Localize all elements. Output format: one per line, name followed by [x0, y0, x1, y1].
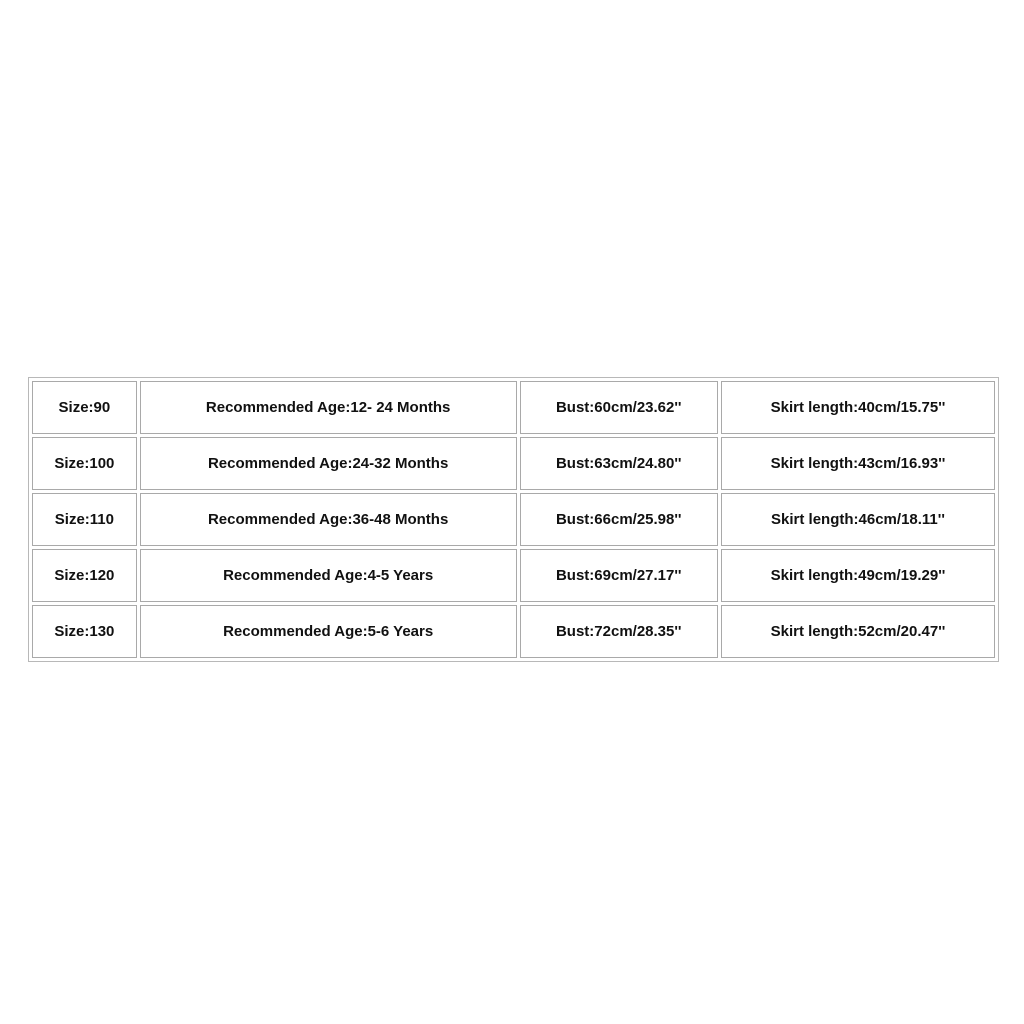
- size-cell: Size:110: [32, 493, 137, 546]
- table-row: [32, 549, 995, 602]
- recommended-age-cell: Recommended Age:12- 24 Months: [140, 381, 517, 434]
- size-chart-table: [28, 377, 999, 662]
- table-row: [32, 605, 995, 658]
- recommended-age-cell: Recommended Age:5-6 Years: [140, 605, 517, 658]
- skirt-length-cell: Skirt length:49cm/19.29'': [721, 549, 995, 602]
- table-row: [32, 493, 995, 546]
- skirt-length-cell: Skirt length:40cm/15.75'': [721, 381, 995, 434]
- table-row: [32, 437, 995, 490]
- recommended-age-cell: Recommended Age:24-32 Months: [140, 437, 517, 490]
- size-cell: Size:120: [32, 549, 137, 602]
- table-row: [32, 381, 995, 434]
- bust-cell: Bust:69cm/27.17'': [520, 549, 718, 602]
- size-cell: Size:100: [32, 437, 137, 490]
- skirt-length-cell: Skirt length:43cm/16.93'': [721, 437, 995, 490]
- bust-cell: Bust:60cm/23.62'': [520, 381, 718, 434]
- bust-cell: Bust:66cm/25.98'': [520, 493, 718, 546]
- size-cell: Size:90: [32, 381, 137, 434]
- bust-cell: Bust:72cm/28.35'': [520, 605, 718, 658]
- recommended-age-cell: Recommended Age:36-48 Months: [140, 493, 517, 546]
- recommended-age-cell: Recommended Age:4-5 Years: [140, 549, 517, 602]
- skirt-length-cell: Skirt length:46cm/18.11'': [721, 493, 995, 546]
- bust-cell: Bust:63cm/24.80'': [520, 437, 718, 490]
- size-cell: Size:130: [32, 605, 137, 658]
- skirt-length-cell: Skirt length:52cm/20.47'': [721, 605, 995, 658]
